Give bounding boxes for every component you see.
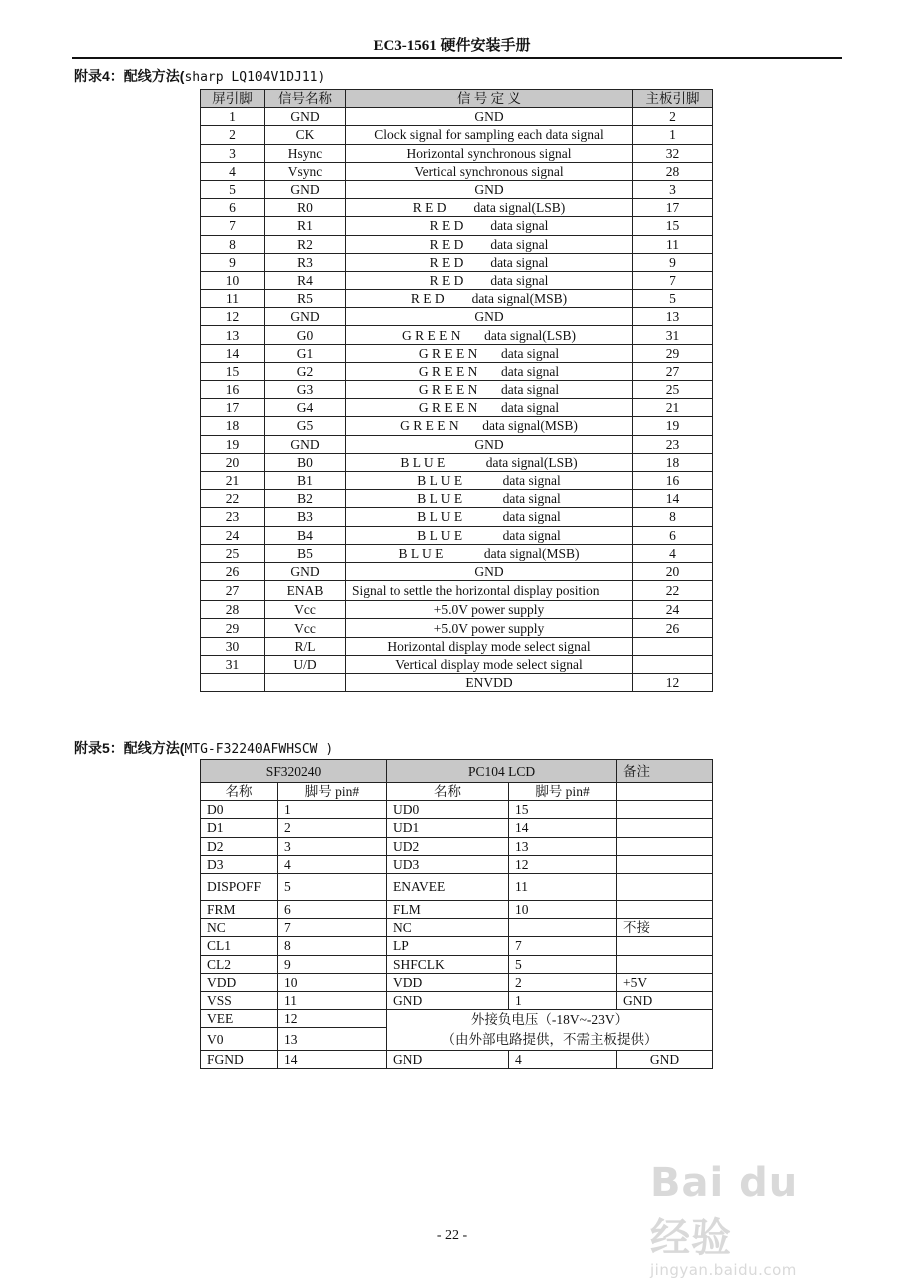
table-row [201,873,713,900]
signal-name-cell: R1 [265,217,346,235]
signal-definition-cell: R E D data signal(LSB) [346,199,633,217]
lcd-pin-cell: 4 [201,162,265,180]
signal-definition-cell: GND [346,308,633,326]
appendix4-pinout-table [200,89,713,692]
signal-definition-cell: Clock signal for sampling each data signal [346,126,633,144]
column-header: 主板引脚 [633,90,713,108]
table-row [201,562,713,580]
table-row [201,108,713,126]
signal-definition-cell: GND [346,435,633,453]
table-row [201,453,713,471]
table-row [201,508,713,526]
table-row [201,417,713,435]
sub-header: 脚号 pin# [278,783,387,801]
signal-name-cell: R5 [265,290,346,308]
lcd-pin-cell: 3 [201,144,265,162]
table-row [201,601,713,619]
table-row [201,955,713,973]
board-pin-cell: 13 [633,308,713,326]
lcd-pin-cell: 24 [201,526,265,544]
table-row [201,490,713,508]
remark-cell: GND [617,1051,713,1069]
board-pin-cell: 24 [633,601,713,619]
signal-name-cell: G2 [265,362,346,380]
table-header-row [201,90,713,108]
signal-name-cell: G4 [265,399,346,417]
table-row [201,819,713,837]
signal-name-cell: G0 [265,326,346,344]
pc104-pin-cell: 5 [509,955,617,973]
table-row [201,973,713,991]
sf-pin-cell: 7 [278,919,387,937]
sub-header-row [201,783,713,801]
signal-name-cell: GND [265,308,346,326]
board-pin-cell: 15 [633,217,713,235]
column-header: 信号名称 [265,90,346,108]
signal-definition-cell: G R E E N data signal(MSB) [346,417,633,435]
board-pin-cell: 9 [633,253,713,271]
pc104-name-cell: NC [387,919,509,937]
signal-name-cell: U/D [265,655,346,673]
table-row [201,435,713,453]
board-pin-cell: 16 [633,471,713,489]
watermark-url: jingyan.baidu.com [650,1261,797,1279]
sf-name-cell: D3 [201,855,278,873]
board-pin-cell: 3 [633,180,713,198]
signal-name-cell: GND [265,180,346,198]
lcd-pin-cell: 26 [201,562,265,580]
remark-cell: 不接 [617,919,713,937]
signal-definition-cell: B L U E data signal [346,508,633,526]
remark-cell: GND [617,991,713,1009]
sf-pin-cell: 6 [278,900,387,918]
page-header: EC3-1561 硬件安装手册 [373,38,531,54]
signal-definition-cell: G R E E N data signal [346,344,633,362]
lcd-pin-cell: 17 [201,399,265,417]
sf-pin-cell: 3 [278,837,387,855]
board-pin-cell: 22 [633,581,713,601]
table-row [201,655,713,673]
remark-cell [617,801,713,819]
signal-name-cell: Vcc [265,601,346,619]
signal-definition-cell: R E D data signal [346,271,633,289]
signal-name-cell [265,674,346,692]
signal-name-cell: Hsync [265,144,346,162]
board-pin-cell: 28 [633,162,713,180]
table-row [201,144,713,162]
table-row [201,162,713,180]
lcd-pin-cell: 20 [201,453,265,471]
signal-name-cell: Vsync [265,162,346,180]
board-pin-cell [633,655,713,673]
lcd-pin-cell: 16 [201,381,265,399]
sf-pin-cell: 5 [278,873,387,900]
signal-definition-cell: G R E E N data signal [346,399,633,417]
appendix5-title-model: MTG-F32240AFWHSCW ) [184,742,334,757]
lcd-pin-cell: 12 [201,308,265,326]
signal-definition-cell: B L U E data signal(LSB) [346,453,633,471]
appendix5-title [74,738,333,758]
table-row [201,471,713,489]
pc104-pin-cell: 15 [509,801,617,819]
table-row [201,637,713,655]
remark-cell: +5V [617,973,713,991]
lcd-pin-cell: 11 [201,290,265,308]
signal-definition-cell: G R E E N data signal [346,362,633,380]
sf-pin-cell: 2 [278,819,387,837]
table-row [201,581,713,601]
signal-name-cell: G3 [265,381,346,399]
lcd-pin-cell: 19 [201,435,265,453]
sf-name-cell: D0 [201,801,278,819]
lcd-pin-cell [201,674,265,692]
sf-name-cell: V0 [201,1028,278,1051]
signal-name-cell: B1 [265,471,346,489]
signal-definition-cell: +5.0V power supply [346,601,633,619]
signal-name-cell: B3 [265,508,346,526]
table-row [201,544,713,562]
lcd-pin-cell: 25 [201,544,265,562]
lcd-pin-cell: 9 [201,253,265,271]
pc104-pin-cell: 10 [509,900,617,918]
sf-name-cell: DISPOFF [201,873,278,900]
sub-header: 脚号 pin# [509,783,617,801]
pc104-pin-cell [509,919,617,937]
signal-name-cell: CK [265,126,346,144]
table-row [201,1051,713,1069]
column-header: 屏引脚 [201,90,265,108]
appendix5-title-prefix: 附录5：配线方法( [74,740,185,756]
sub-header: 名称 [201,783,278,801]
signal-name-cell: GND [265,108,346,126]
table-row [201,900,713,918]
board-pin-cell: 26 [633,619,713,637]
pc104-name-cell: GND [387,991,509,1009]
sf-name-cell: FGND [201,1051,278,1069]
lcd-pin-cell: 23 [201,508,265,526]
board-pin-cell: 31 [633,326,713,344]
group-header: SF320240 [201,760,387,783]
lcd-pin-cell: 10 [201,271,265,289]
signal-definition-cell: G R E E N data signal [346,381,633,399]
sf-name-cell: D1 [201,819,278,837]
table-row [201,526,713,544]
signal-definition-cell: +5.0V power supply [346,619,633,637]
signal-name-cell: ENAB [265,581,346,601]
lcd-pin-cell: 5 [201,180,265,198]
group-header: PC104 LCD [387,760,617,783]
board-pin-cell: 29 [633,344,713,362]
lcd-pin-cell: 6 [201,199,265,217]
lcd-pin-cell: 21 [201,471,265,489]
table-row [201,344,713,362]
signal-definition-cell: G R E E N data signal(LSB) [346,326,633,344]
sf-pin-cell: 9 [278,955,387,973]
remark-cell [617,900,713,918]
board-pin-cell: 18 [633,453,713,471]
signal-definition-cell: Horizontal display mode select signal [346,637,633,655]
pc104-name-cell: FLM [387,900,509,918]
sf-pin-cell: 10 [278,973,387,991]
signal-definition-cell: B L U E data signal [346,471,633,489]
pc104-name-cell: SHFCLK [387,955,509,973]
pc104-pin-cell: 7 [509,937,617,955]
sub-header: 名称 [387,783,509,801]
table-row [201,991,713,1009]
board-pin-cell: 6 [633,526,713,544]
sub-header [617,783,713,801]
board-pin-cell: 11 [633,235,713,253]
pc104-pin-cell: 12 [509,855,617,873]
board-pin-cell: 12 [633,674,713,692]
remark-cell [617,855,713,873]
table-row [201,308,713,326]
table-row [201,126,713,144]
table-row [201,180,713,198]
table-row [201,217,713,235]
table-row [201,919,713,937]
remark-cell [617,955,713,973]
remark-cell [617,819,713,837]
board-pin-cell: 4 [633,544,713,562]
signal-definition-cell: B L U E data signal [346,526,633,544]
sf-name-cell: D2 [201,837,278,855]
board-pin-cell: 27 [633,362,713,380]
table-row [201,1010,713,1028]
signal-name-cell: R0 [265,199,346,217]
lcd-pin-cell: 15 [201,362,265,380]
table-row [201,837,713,855]
pc104-pin-cell: 13 [509,837,617,855]
signal-name-cell: B5 [265,544,346,562]
table-row [201,674,713,692]
appendix5-wiring-table [200,759,713,1069]
board-pin-cell: 25 [633,381,713,399]
appendix5-table-body [201,760,713,1069]
signal-name-cell: B2 [265,490,346,508]
lcd-pin-cell: 27 [201,581,265,601]
pc104-pin-cell: 2 [509,973,617,991]
signal-name-cell: R4 [265,271,346,289]
sf-pin-cell: 4 [278,855,387,873]
signal-definition-cell: R E D data signal(MSB) [346,290,633,308]
sf-pin-cell: 12 [278,1010,387,1028]
lcd-pin-cell: 1 [201,108,265,126]
table-row [201,199,713,217]
sf-name-cell: CL2 [201,955,278,973]
signal-definition-cell: R E D data signal [346,217,633,235]
lcd-pin-cell: 30 [201,637,265,655]
lcd-pin-cell: 22 [201,490,265,508]
board-pin-cell: 8 [633,508,713,526]
signal-definition-cell: B L U E data signal [346,490,633,508]
lcd-pin-cell: 18 [201,417,265,435]
sf-pin-cell: 1 [278,801,387,819]
signal-definition-cell: GND [346,108,633,126]
lcd-pin-cell: 13 [201,326,265,344]
remark-cell [617,837,713,855]
pc104-name-cell: UD2 [387,837,509,855]
signal-definition-cell: Horizontal synchronous signal [346,144,633,162]
sf-pin-cell: 11 [278,991,387,1009]
lcd-pin-cell: 29 [201,619,265,637]
pc104-pin-cell: 4 [509,1051,617,1069]
table-row [201,326,713,344]
signal-definition-cell: GND [346,180,633,198]
board-pin-cell: 19 [633,417,713,435]
sf-name-cell: VSS [201,991,278,1009]
board-pin-cell: 14 [633,490,713,508]
sf-name-cell: VDD [201,973,278,991]
pc104-name-cell: UD3 [387,855,509,873]
lcd-pin-cell: 7 [201,217,265,235]
header-rule [72,57,842,59]
group-header: 备注 [617,760,713,783]
page-number: - 22 - [436,1228,468,1243]
pc104-pin-cell: 14 [509,819,617,837]
table-row [201,937,713,955]
external-voltage-note [387,1010,713,1051]
pc104-name-cell: UD0 [387,801,509,819]
appendix4-title [74,66,325,86]
board-pin-cell: 23 [633,435,713,453]
signal-name-cell: Vcc [265,619,346,637]
sf-name-cell: CL1 [201,937,278,955]
lcd-pin-cell: 28 [201,601,265,619]
board-pin-cell [633,637,713,655]
sf-name-cell: FRM [201,900,278,918]
pc104-name-cell: ENAVEE [387,873,509,900]
signal-name-cell: R/L [265,637,346,655]
pc104-name-cell: UD1 [387,819,509,837]
pc104-name-cell: VDD [387,973,509,991]
table-row [201,253,713,271]
table-row [201,271,713,289]
column-header: 信 号 定 义 [346,90,633,108]
board-pin-cell: 2 [633,108,713,126]
appendix4-title-prefix: 附录4：配线方法( [74,68,185,84]
table-row [201,619,713,637]
board-pin-cell: 32 [633,144,713,162]
signal-definition-cell: B L U E data signal(MSB) [346,544,633,562]
board-pin-cell: 1 [633,126,713,144]
pc104-pin-cell: 11 [509,873,617,900]
table-row [201,381,713,399]
board-pin-cell: 17 [633,199,713,217]
appendix4-table-body [201,108,713,692]
external-note-line2: （由外部电路提供，不需主板提供） [441,1032,658,1048]
sf-pin-cell: 14 [278,1051,387,1069]
group-header-row [201,760,713,783]
remark-cell [617,873,713,900]
board-pin-cell: 21 [633,399,713,417]
pc104-pin-cell: 1 [509,991,617,1009]
table-row [201,235,713,253]
signal-name-cell: GND [265,562,346,580]
signal-name-cell: GND [265,435,346,453]
pc104-name-cell: LP [387,937,509,955]
signal-definition-cell: Vertical display mode select signal [346,655,633,673]
board-pin-cell: 5 [633,290,713,308]
signal-name-cell: G5 [265,417,346,435]
watermark-brand: Bai du 经验 [650,1160,799,1261]
lcd-pin-cell: 14 [201,344,265,362]
signal-definition-cell: R E D data signal [346,253,633,271]
board-pin-cell: 7 [633,271,713,289]
signal-definition-cell: GND [346,562,633,580]
lcd-pin-cell: 8 [201,235,265,253]
appendix4-title-model: sharp LQ104V1DJ11) [184,70,326,85]
table-row [201,290,713,308]
signal-definition-cell: ENVDD [346,674,633,692]
board-pin-cell: 20 [633,562,713,580]
signal-name-cell: G1 [265,344,346,362]
sf-pin-cell: 13 [278,1028,387,1051]
signal-definition-cell: Signal to settle the horizontal display position [346,581,633,601]
pc104-name-cell: GND [387,1051,509,1069]
sf-name-cell: VEE [201,1010,278,1028]
table-row [201,855,713,873]
signal-name-cell: B4 [265,526,346,544]
lcd-pin-cell: 31 [201,655,265,673]
table-row [201,399,713,417]
signal-name-cell: R3 [265,253,346,271]
remark-cell [617,937,713,955]
sf-pin-cell: 8 [278,937,387,955]
lcd-pin-cell: 2 [201,126,265,144]
external-note-line1: 外接负电压（-18V~-23V） [470,1012,629,1028]
signal-definition-cell: Vertical synchronous signal [346,162,633,180]
sf-name-cell: NC [201,919,278,937]
signal-name-cell: R2 [265,235,346,253]
signal-name-cell: B0 [265,453,346,471]
signal-definition-cell: R E D data signal [346,235,633,253]
table-row [201,362,713,380]
table-row [201,801,713,819]
